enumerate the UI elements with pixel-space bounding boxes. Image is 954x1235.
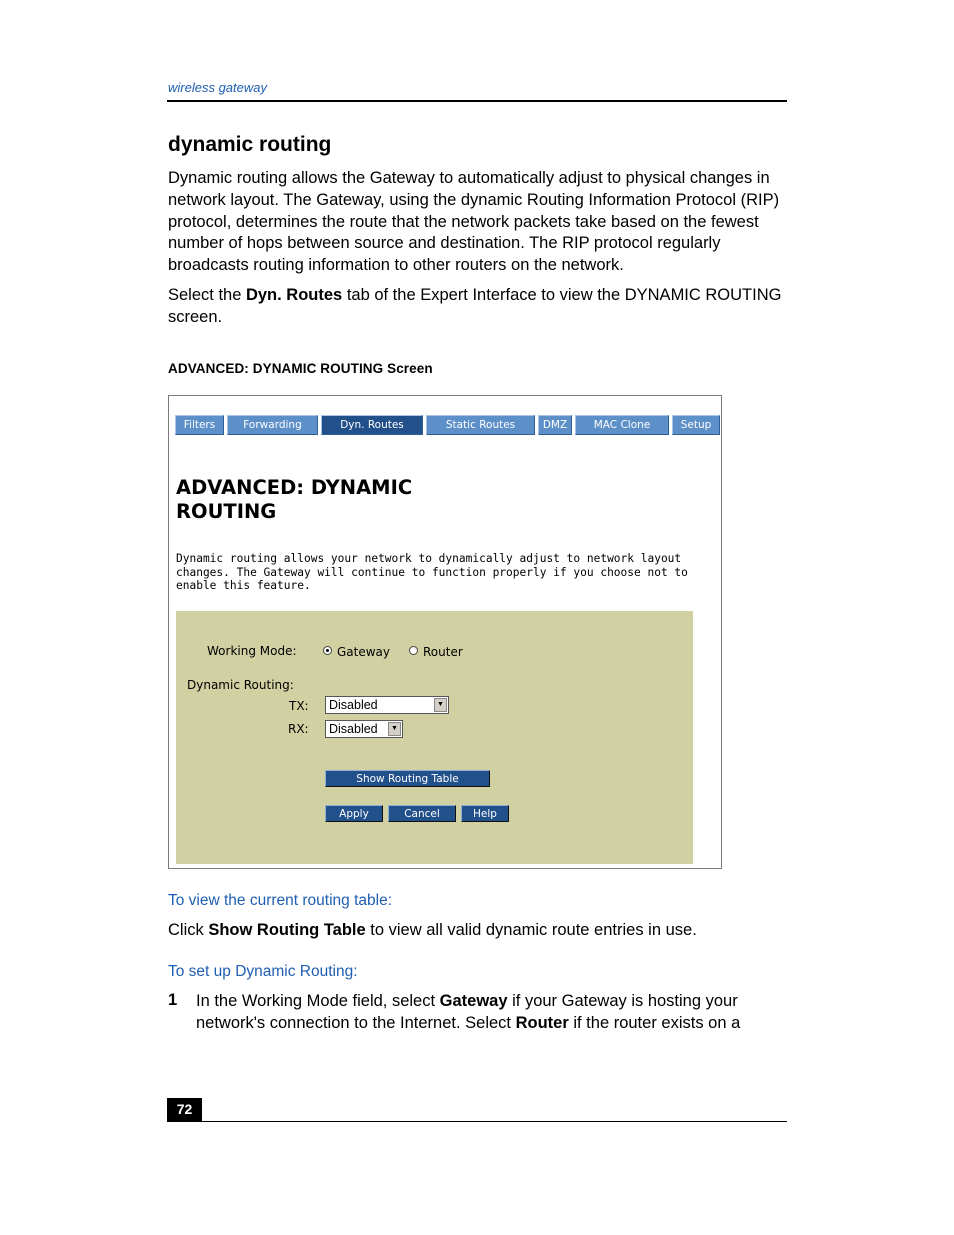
chevron-down-icon: ▼ [434,698,447,712]
footer-rule [167,1121,787,1122]
setup-heading: To set up Dynamic Routing: [168,963,358,980]
radio-selected-dot [326,649,329,652]
view-table-bold: Show Routing Table [208,921,366,939]
radio-gateway[interactable] [323,646,332,655]
rx-selected-value: Disabled [329,722,378,736]
step-text-2: if your Gateway is hosting your network's connection to the Internet. Select [196,992,738,1032]
rx-select[interactable] [325,720,403,738]
working-mode-label: Working Mode: [207,644,297,658]
tx-select[interactable] [325,696,449,714]
help-button[interactable]: Help [461,805,509,822]
step-bold-gateway: Gateway [439,992,508,1010]
tx-selected-value: Disabled [329,698,378,712]
tab-setup[interactable]: Setup [672,415,720,435]
tab-mac-clone[interactable]: MAC Clone [575,415,669,435]
running-head: wireless gateway [168,80,267,95]
screen-description: Dynamic routing allows your network to dynamically adjust to network layout changes. The Gateway will continue to function properly if you choose not to enable this feature. [176,552,688,592]
para2-text-start: Select the [168,286,246,304]
radio-gateway-label: Gateway [337,645,391,659]
tx-label: TX: [289,699,309,713]
para2-text-end: tab of the Expert Interface to view the DYNAMIC ROUTING screen. [168,286,782,326]
dynamic-routing-screenshot [168,395,722,869]
step-text [196,991,786,1035]
radio-router-label: Router [423,645,463,659]
tab-dmz[interactable]: DMZ [538,415,572,435]
tab-dyn-routes[interactable]: Dyn. Routes [321,415,423,435]
apply-button[interactable]: Apply [325,805,383,822]
view-table-text-end: to view all valid dynamic route entries in use. [365,921,697,939]
dynamic-routing-label: Dynamic Routing: [187,678,294,692]
para2-bold-tab: Dyn. Routes [245,286,343,304]
radio-router[interactable] [409,646,418,655]
chevron-down-icon: ▼ [388,722,401,736]
rx-label: RX: [288,722,309,736]
settings-panel [176,611,693,864]
tab-static-routes[interactable]: Static Routes [426,415,535,435]
view-table-heading: To view the current routing table: [168,892,393,909]
step-text-1: In the Working Mode field, select [196,992,440,1010]
select-tab-paragraph [168,285,784,329]
step-number: 1 [168,991,178,1009]
intro-paragraph: Dynamic routing allows the Gateway to automatically adjust to physical changes in network layout. The Gateway, using the dynamic Routing Information Protocol (RIP) protocol, determines the route that the network packets take based on the fewest number of hops between source and destination. The RIP protocol regularly broadcasts routing information to other routers on the network. [168,169,780,275]
tab-forwarding[interactable]: Forwarding [227,415,318,435]
page-number: 72 [167,1098,202,1122]
cancel-button[interactable]: Cancel [388,805,456,822]
view-table-paragraph [168,920,784,942]
screen-title: ADVANCED: DYNAMIC ROUTING [176,476,413,523]
section-title: dynamic routing [168,133,332,156]
step-text-3: if the router exists on a [568,1013,741,1032]
tab-filters[interactable]: Filters [175,415,224,435]
show-routing-table-button[interactable]: Show Routing Table [325,770,490,787]
figure-caption: ADVANCED: DYNAMIC ROUTING Screen [168,361,433,376]
step-bold-router: Router [515,1013,569,1032]
view-table-text-start: Click [168,921,209,939]
header-rule [167,100,787,102]
